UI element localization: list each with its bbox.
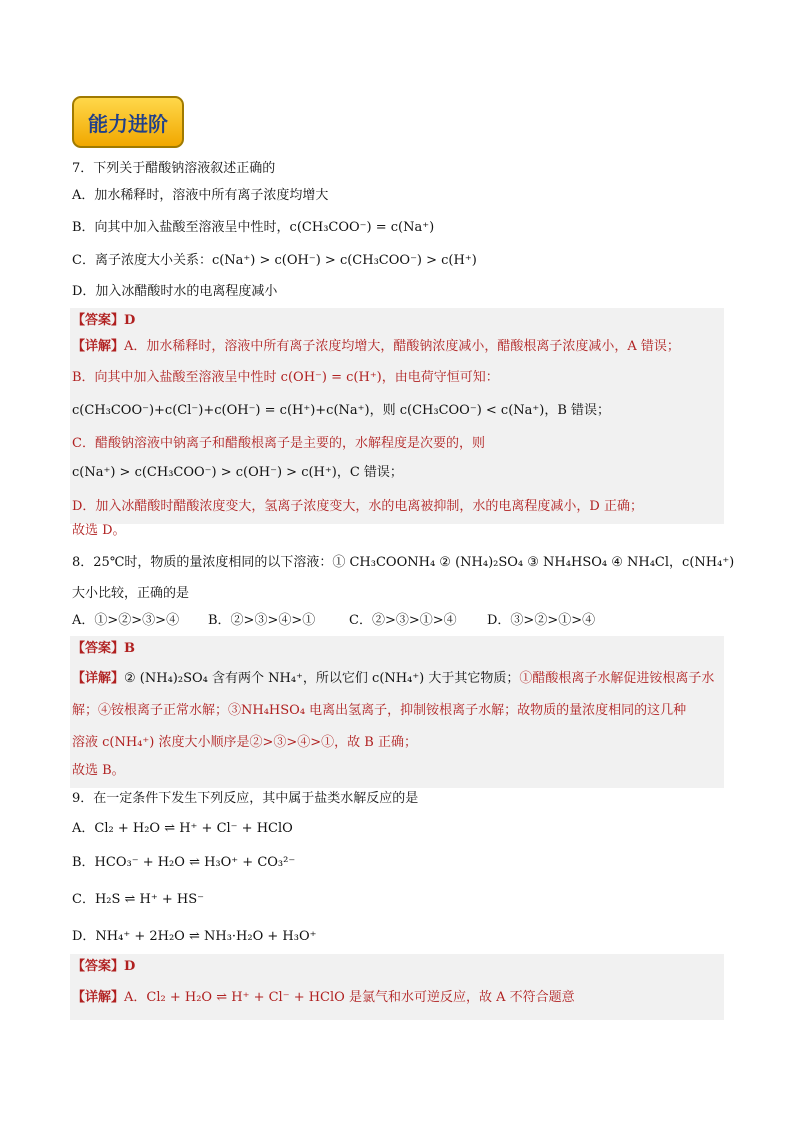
q9-option-a: A．Cl₂ + H₂O ⇌ H⁺ + Cl⁻ + HClO xyxy=(72,821,293,836)
q9-option-b: B．HCO₃⁻ + H₂O ⇌ H₃O⁺ + CO₃²⁻ xyxy=(72,855,296,870)
q8-stem-1: 8．25℃时，物质的量浓度相同的以下溶液：① CH₃COONH₄ ② (NH₄)₂SO₄ ③ NH₄HSO₄ ④ NH₄Cl，c(NH₄⁺) xyxy=(72,555,735,570)
q8-exp-text-1b: ①醋酸根离子水解促进铵根离子水 xyxy=(519,671,715,686)
q8-explanation-2: 解；④铵根离子正常水解；③NH₄HSO₄ 电离出氢离子，抑制铵根离子水解；故物质的量浓度相同的这几种 xyxy=(72,703,687,718)
q7-explanation-6: D．加入冰醋酸时醋酸浓度变大，氢离子浓度变大，水的电离被抑制，水的电离程度减小，D 正确； xyxy=(72,499,643,514)
q8-option-a: A．①>②>③>④ xyxy=(72,613,180,628)
q7-explanation-3: c(CH₃COO⁻)+c(Cl⁻)+c(OH⁻) = c(H⁺)+c(Na⁺)，则 c(CH₃COO⁻) < c(Na⁺)，B 错误； xyxy=(72,403,611,418)
q7-answer: 【答案】D xyxy=(72,313,136,328)
q7-explanation-2: B．向其中加入盐酸至溶液呈中性时 c(OH⁻) = c(H⁺)，由电荷守恒可知： xyxy=(72,370,499,385)
q7-explanation-7: 故选 D。 xyxy=(72,523,126,538)
q7-option-b: B．向其中加入盐酸至溶液呈中性时，c(CH₃COO⁻) = c(Na⁺) xyxy=(72,220,435,235)
q8-explanation-4: 故选 B。 xyxy=(72,763,125,778)
q8-stem-2: 大小比较，正确的是 xyxy=(72,586,190,601)
q8-option-c: C．②>③>①>④ xyxy=(349,613,457,628)
q9-option-c: C．H₂S ⇌ H⁺ + HS⁻ xyxy=(72,892,205,907)
q8-option-b: B．②>③>④>① xyxy=(208,613,316,628)
q7-stem: 7．下列关于醋酸钠溶液叙述正确的 xyxy=(72,161,276,176)
q8-exp-label: 【详解】 xyxy=(72,671,125,686)
q7-explanation-1 xyxy=(72,337,680,357)
q7-option-a: A．加水稀释时，溶液中所有离子浓度均增大 xyxy=(72,188,329,203)
q7-explanation-5: c(Na⁺) > c(CH₃COO⁻) > c(OH⁻) > c(H⁺)，C 错误； xyxy=(72,465,403,480)
q7-exp-text-1: A．加水稀释时，溶液中所有离子浓度均增大，醋酸钠浓度减小，醋酸根离子浓度减小，A 错误； xyxy=(124,339,680,354)
q8-answer: 【答案】B xyxy=(72,641,135,656)
q7-option-d: D．加入冰醋酸时水的电离程度减小 xyxy=(72,284,278,299)
q8-option-d: D．③>②>①>④ xyxy=(487,613,596,628)
q7-exp-label: 【详解】 xyxy=(72,339,125,354)
q9-answer: 【答案】D xyxy=(72,959,136,974)
q8-exp-text-1a: ② (NH₄)₂SO₄ 含有两个 NH₄⁺，所以它们 c(NH₄⁺) 大于其它物质； xyxy=(124,671,520,686)
q8-explanation-1 xyxy=(72,669,714,689)
q7-option-c: C．离子浓度大小关系：c(Na⁺) > c(OH⁻) > c(CH₃COO⁻) > c(H⁺) xyxy=(72,253,477,268)
q9-exp-label: 【详解】 xyxy=(72,990,125,1005)
q9-explanation-1 xyxy=(72,988,575,1008)
q8-explanation-3: 溶液 c(NH₄⁺) 浓度大小顺序是②>③>④>①，故 B 正确； xyxy=(72,735,417,750)
q9-stem: 9．在一定条件下发生下列反应，其中属于盐类水解反应的是 xyxy=(72,791,419,806)
q7-explanation-4: C．醋酸钠溶液中钠离子和醋酸根离子是主要的，水解程度是次要的，则 xyxy=(72,436,485,451)
q9-exp-text-1: A．Cl₂ + H₂O ⇌ H⁺ + Cl⁻ + HClO 是氯气和水可逆反应，故 A 不符合题意 xyxy=(124,990,575,1005)
q9-option-d: D．NH₄⁺ + 2H₂O ⇌ NH₃·H₂O + H₃O⁺ xyxy=(72,929,317,944)
q9-answer-box xyxy=(70,954,724,1020)
section-badge: 能力进阶 xyxy=(72,96,184,148)
